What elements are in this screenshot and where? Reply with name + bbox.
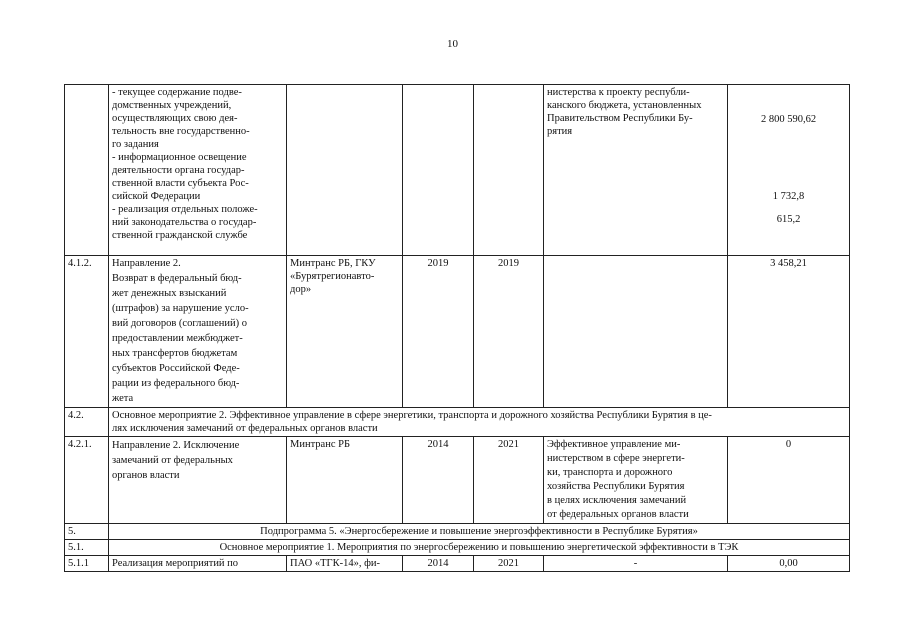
cell-number bbox=[65, 85, 109, 256]
cell-year-start: 2014 bbox=[403, 437, 474, 524]
cell-expected-result: - bbox=[544, 556, 728, 572]
text-line: Основное мероприятие 2. Эффективное управление в сфере энергетики, транспорта и дорожного хозяйства Республики Бурятия в це- bbox=[112, 410, 712, 421]
cell-expected-result bbox=[544, 437, 728, 524]
cell-number: 5. bbox=[65, 524, 109, 540]
cell-year-end: 2021 bbox=[474, 556, 544, 572]
text-line: Направление 2. Исключение bbox=[112, 440, 240, 451]
text-line: Минтранс РБ, ГКУ bbox=[290, 258, 376, 269]
text-line: дор» bbox=[290, 284, 312, 295]
text-line: домственных учреждений, bbox=[112, 100, 232, 111]
cell-year-start bbox=[403, 85, 474, 256]
text-line: предоставлении межбюджет- bbox=[112, 333, 243, 344]
cell-main-activity: Основное мероприятие 1. Мероприятия по энергосбережению и повышению энергетической эффективности в ТЭК bbox=[109, 540, 850, 556]
text-line: канского бюджета, установленных bbox=[547, 100, 702, 111]
text-line: го задания bbox=[112, 139, 159, 150]
text-line: ний законодательства о государ- bbox=[112, 217, 257, 228]
funding-value: 2 800 590,62 bbox=[760, 114, 817, 125]
cell-number: 4.2.1. bbox=[65, 437, 109, 524]
text-line: «Бурятрегионавто- bbox=[290, 271, 375, 282]
text-line: - текущее содержание подве- bbox=[112, 87, 242, 98]
text-line: сийской Федерации bbox=[112, 191, 201, 202]
funding-value: 1 732,8 bbox=[772, 191, 805, 202]
table-row-4-2 bbox=[65, 408, 850, 437]
text-line: хозяйства Республики Бурятия bbox=[547, 481, 685, 492]
table-row-4-1-2 bbox=[65, 256, 850, 408]
cell-responsible bbox=[287, 85, 403, 256]
text-line: нистерством в сфере энергети- bbox=[547, 453, 685, 464]
cell-number: 5.1. bbox=[65, 540, 109, 556]
cell-year-start: 2014 bbox=[403, 556, 474, 572]
cell-number: 5.1.1 bbox=[65, 556, 109, 572]
funding-value: 615,2 bbox=[776, 214, 801, 225]
table-row-4-2-1 bbox=[65, 437, 850, 524]
cell-measure-name: Реализация мероприятий по bbox=[109, 556, 287, 572]
table-row-continuation bbox=[65, 85, 850, 256]
program-measures-table bbox=[64, 84, 850, 572]
cell-subprogram-title: Подпрограмма 5. «Энергосбережение и повышение энергоэффективности в Республике Бурятия» bbox=[109, 524, 850, 540]
text-line: тельность вне государственно- bbox=[112, 126, 250, 137]
text-line: жета bbox=[112, 393, 134, 404]
text-line: ственной власти субъекта Рос- bbox=[112, 178, 249, 189]
cell-main-activity bbox=[109, 408, 850, 437]
text-line: деятельности органа государ- bbox=[112, 165, 245, 176]
cell-funding: 0,00 bbox=[728, 556, 850, 572]
text-line: осуществляющих свою дея- bbox=[112, 113, 238, 124]
cell-year-start: 2019 bbox=[403, 256, 474, 408]
cell-expected-result bbox=[544, 256, 728, 408]
cell-measure-name bbox=[109, 256, 287, 408]
cell-funding: 0 bbox=[728, 437, 850, 524]
text-line: - реализация отдельных положе- bbox=[112, 204, 258, 215]
text-line: (штрафов) за нарушение усло- bbox=[112, 303, 249, 314]
text-line: ных трансфертов бюджетам bbox=[112, 348, 238, 359]
text-line: нистерства к проекту республи- bbox=[547, 87, 690, 98]
cell-number: 4.2. bbox=[65, 408, 109, 437]
text-line: органов власти bbox=[112, 470, 180, 481]
text-line: ственной гражданской службе bbox=[112, 230, 248, 241]
cell-expected-result bbox=[544, 85, 728, 256]
table-row-5-1-1 bbox=[65, 556, 850, 572]
text-line: вий договоров (соглашений) о bbox=[112, 318, 247, 329]
text-line: от федеральных органов власти bbox=[547, 509, 689, 520]
cell-measure-name bbox=[109, 437, 287, 524]
text-line: Возврат в федеральный бюд- bbox=[112, 273, 242, 284]
cell-responsible bbox=[287, 256, 403, 408]
cell-funding: 3 458,21 bbox=[728, 256, 850, 408]
cell-number: 4.1.2. bbox=[65, 256, 109, 408]
text-line: Направление 2. bbox=[112, 258, 181, 269]
cell-funding bbox=[728, 85, 850, 256]
cell-responsible: Минтранс РБ bbox=[287, 437, 403, 524]
page-number: 10 bbox=[447, 38, 458, 50]
text-line: субъектов Российской Феде- bbox=[112, 363, 240, 374]
cell-responsible: ПАО «ТГК-14», фи- bbox=[287, 556, 403, 572]
text-line: замечаний от федеральных bbox=[112, 455, 233, 466]
cell-year-end bbox=[474, 85, 544, 256]
cell-measure-name bbox=[109, 85, 287, 256]
text-line: жет денежных взысканий bbox=[112, 288, 227, 299]
text-line: в целях исключения замечаний bbox=[547, 495, 687, 506]
cell-year-end: 2019 bbox=[474, 256, 544, 408]
text-line: рации из федерального бюд- bbox=[112, 378, 240, 389]
table-row-5-1 bbox=[65, 540, 850, 556]
text-line: рятия bbox=[547, 126, 573, 137]
table-row-5 bbox=[65, 524, 850, 540]
text-line: Правительством Республики Бу- bbox=[547, 113, 693, 124]
text-line: Эффективное управление ми- bbox=[547, 439, 681, 450]
cell-year-end: 2021 bbox=[474, 437, 544, 524]
text-line: - информационное освещение bbox=[112, 152, 247, 163]
text-line: лях исключения замечаний от федеральных органов власти bbox=[112, 423, 378, 434]
text-line: ки, транспорта и дорожного bbox=[547, 467, 673, 478]
